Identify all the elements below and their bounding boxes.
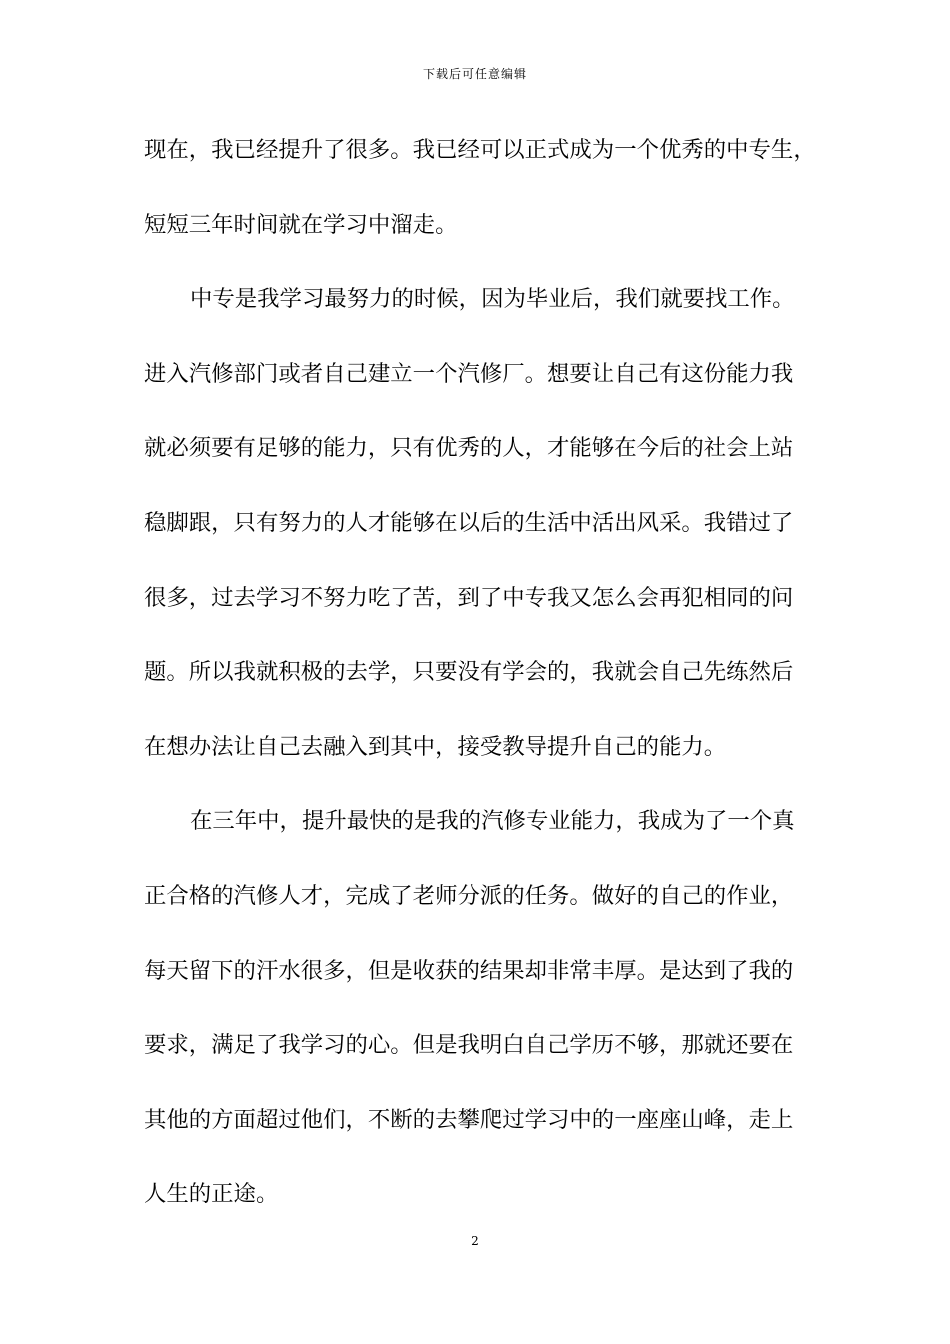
document-body [144,127,814,1246]
paragraph-line: 正合格的汽修人才，完成了老师分派的任务。做好的自己的作业， [144,882,794,909]
paragraph-line: 在三年中，提升最快的是我的汽修专业能力，我成为了一个真 [190,808,795,835]
paragraph-line: 人生的正途。 [144,1181,279,1208]
paragraph-line: 中专是我学习最努力的时候，因为毕业后，我们就要找工作。 [190,286,795,313]
paragraph-line: 要求，满足了我学习的心。但是我明白自己学历不够，那就还要在 [144,1032,794,1059]
paragraph-line: 就必须要有足够的能力，只有优秀的人，才能够在今后的社会上站 [144,435,794,462]
paragraph-line: 题。所以我就积极的去学，只要没有学会的，我就会自己先练然后 [144,659,794,686]
paragraph-line: 稳脚跟，只有努力的人才能够在以后的生活中活出风采。我错过了 [144,509,794,536]
paragraph-line: 其他的方面超过他们，不断的去攀爬过学习中的一座座山峰，走上 [144,1106,794,1133]
paragraph-line: 现在，我已经提升了很多。我已经可以正式成为一个优秀的中专生， [144,137,816,163]
paragraph-line: 每天留下的汗水很多，但是收获的结果却非常丰厚。是达到了我的 [144,957,794,984]
paragraph-line: 很多，过去学习不努力吃了苦，到了中专我又怎么会再犯相同的问 [144,584,794,611]
paragraph-line: 短短三年时间就在学习中溜走。 [144,211,458,238]
paragraph-line: 在想办法让自己去融入到其中，接受教导提升自己的能力。 [144,733,727,760]
page-number: 2 [471,1234,479,1248]
paragraph-line: 进入汽修部门或者自己建立一个汽修厂。想要让自己有这份能力我 [144,360,794,387]
page-header: 下载后可任意编辑 [422,67,527,81]
